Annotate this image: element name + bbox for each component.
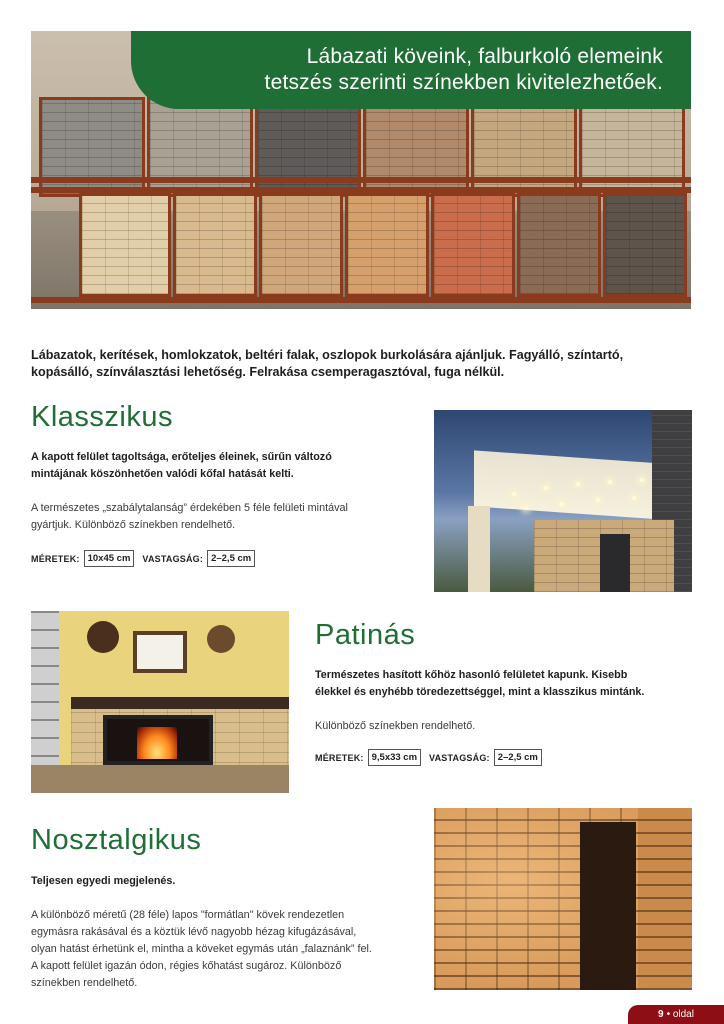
stone-panel [173, 193, 257, 297]
hero-banner [131, 31, 691, 109]
wall-picture [133, 631, 187, 673]
nosztalgikus-body: A különböző méretű (28 féle) lapos "formátlan" kövek rendezetlen [31, 909, 345, 921]
entry-door [600, 534, 630, 592]
klasszikus-lead: mintájának köszönhetően valódi kőfal hatását kelti. [31, 468, 294, 480]
thickness-label: VASTAGSÁG: [142, 553, 204, 564]
patinas-specs [315, 749, 546, 766]
antler-trophy [207, 625, 235, 653]
floor [31, 765, 289, 793]
nosztalgikus-body: A kapott felület igazán ódon, régies kőhatást sugároz. Különböző [31, 960, 342, 972]
fire [137, 727, 177, 759]
stone-panel [345, 193, 429, 297]
fence-rail [31, 297, 691, 303]
patinas-lead: élekkel és enyhébb töredezettséggel, mint a klasszikus mintánk. [315, 686, 645, 698]
stone-panel [517, 193, 601, 297]
pillar [468, 506, 490, 592]
section-title-klasszikus: Klasszikus [31, 401, 173, 433]
hero-banner-line: tetszés szerinti színekben kivitelezhetőek. [264, 71, 663, 94]
size-value: 10x45 cm [84, 550, 135, 567]
klasszikus-lead: A kapott felület tagoltsága, erőteljes éleinek, sűrűn változó [31, 451, 332, 463]
klasszikus-specs [31, 550, 259, 567]
patinas-photo [31, 611, 289, 793]
stone-panel [603, 193, 687, 297]
stone-panel [79, 193, 171, 297]
size-label: MÉRETEK: [315, 752, 364, 763]
section-title-nosztalgikus: Nosztalgikus [31, 824, 202, 856]
nosztalgikus-body: olyan hatást érhetünk el, mintha a köveket egymás után „falaznánk” fel. [31, 943, 372, 955]
page-number: 9 [658, 1009, 664, 1020]
intro-text: Lábazatok, kerítések, homlokzatok, beltéri falak, oszlopok burkolására ajánljuk. Fagyálló, színtartó, kopásálló, színválasztási lehetőség. Felrakása csemperagasztóval, fuga nélkül. [31, 348, 624, 379]
stone-panel [259, 193, 343, 297]
fence-rail [31, 177, 691, 183]
nosztalgikus-lead: Teljesen egyedi megjelenés. [31, 875, 176, 887]
klasszikus-body: gyártjuk. Különböző színekben rendelhető. [31, 519, 236, 531]
mantel [71, 697, 289, 709]
patinas-body: Különböző színekben rendelhető. [315, 720, 476, 732]
page-label: • oldal [666, 1009, 694, 1020]
thickness-label: VASTAGSÁG: [429, 752, 490, 763]
stone-panel [431, 193, 515, 297]
klasszikus-photo [434, 410, 692, 592]
klasszikus-body: A természetes „szabálytalanság” érdekében 5 féle felületi mintával [31, 502, 348, 514]
nosztalgikus-body: egymásra rakásával és a köztük lévő nagyobb hézag kifugázásával, [31, 926, 357, 938]
patinas-lead: Természetes hasított kőhöz hasonló felületet kapunk. Kisebb [315, 669, 628, 681]
doorway [580, 822, 636, 990]
hero-image [31, 31, 691, 309]
section-title-patinas: Patinás [315, 619, 416, 651]
nosztalgikus-body: színekben rendelhető. [31, 977, 138, 989]
nosztalgikus-photo [434, 808, 692, 990]
size-label: MÉRETEK: [31, 553, 80, 564]
thickness-value: 2–2,5 cm [494, 749, 542, 766]
page-number-badge [628, 1005, 724, 1024]
size-value: 9,5x33 cm [368, 749, 421, 766]
hero-banner-line: Lábazati köveink, falburkoló elemeink [306, 45, 663, 68]
stone-pillar [638, 808, 692, 990]
thickness-value: 2–2,5 cm [207, 550, 255, 567]
wall-clock [87, 621, 119, 653]
